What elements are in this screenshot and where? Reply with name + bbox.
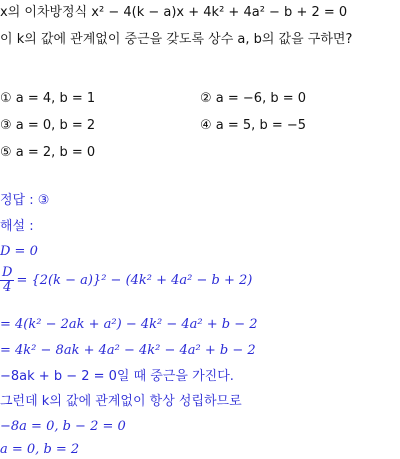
solution-step-8: a = 0, b = 2 <box>0 442 80 457</box>
option-3: ③ a = 0, b = 2 <box>0 118 96 133</box>
fraction-numerator: D <box>2 265 13 280</box>
option-1: ① a = 4, b = 1 <box>0 91 96 106</box>
solution-step-4: = 4k² − 8ak + 4a² − 4k² − 4a² + b − 2 <box>0 343 256 358</box>
fraction-denominator: 4 <box>3 280 12 295</box>
solution-step-7: −8a = 0, b − 2 = 0 <box>0 419 126 434</box>
fraction-d-over-4 <box>0 266 14 295</box>
option-4: ④ a = 5, b = −5 <box>200 118 307 133</box>
solution-step-2 <box>0 266 252 295</box>
solution-step-5: −8ak + b − 2 = 0일 때 중근을 가진다. <box>0 369 234 384</box>
solution-step-3: = 4(k² − 2ak + a²) − 4k² − 4a² + b − 2 <box>0 317 258 332</box>
question-line-1: x의 이차방정식 x² − 4(k − a)x + 4k² + 4a² − b + 2 = 0 <box>0 5 348 20</box>
solution-step-2-rest: = {2(k − a)}² − (4k² + 4a² − b + 2) <box>16 273 253 288</box>
question-line-2: 이 k의 값에 관계없이 중근을 갖도록 상수 a, b의 값을 구하면? <box>0 32 353 47</box>
answer-label: 정답 : ③ <box>0 193 50 208</box>
option-5: ⑤ a = 2, b = 0 <box>0 145 96 160</box>
solution-step-1: D = 0 <box>0 244 38 259</box>
solution-heading: 해설 : <box>0 219 34 234</box>
solution-step-6: 그런데 k의 값에 관계없이 항상 성립하므로 <box>0 394 242 409</box>
option-2: ② a = −6, b = 0 <box>200 91 307 106</box>
